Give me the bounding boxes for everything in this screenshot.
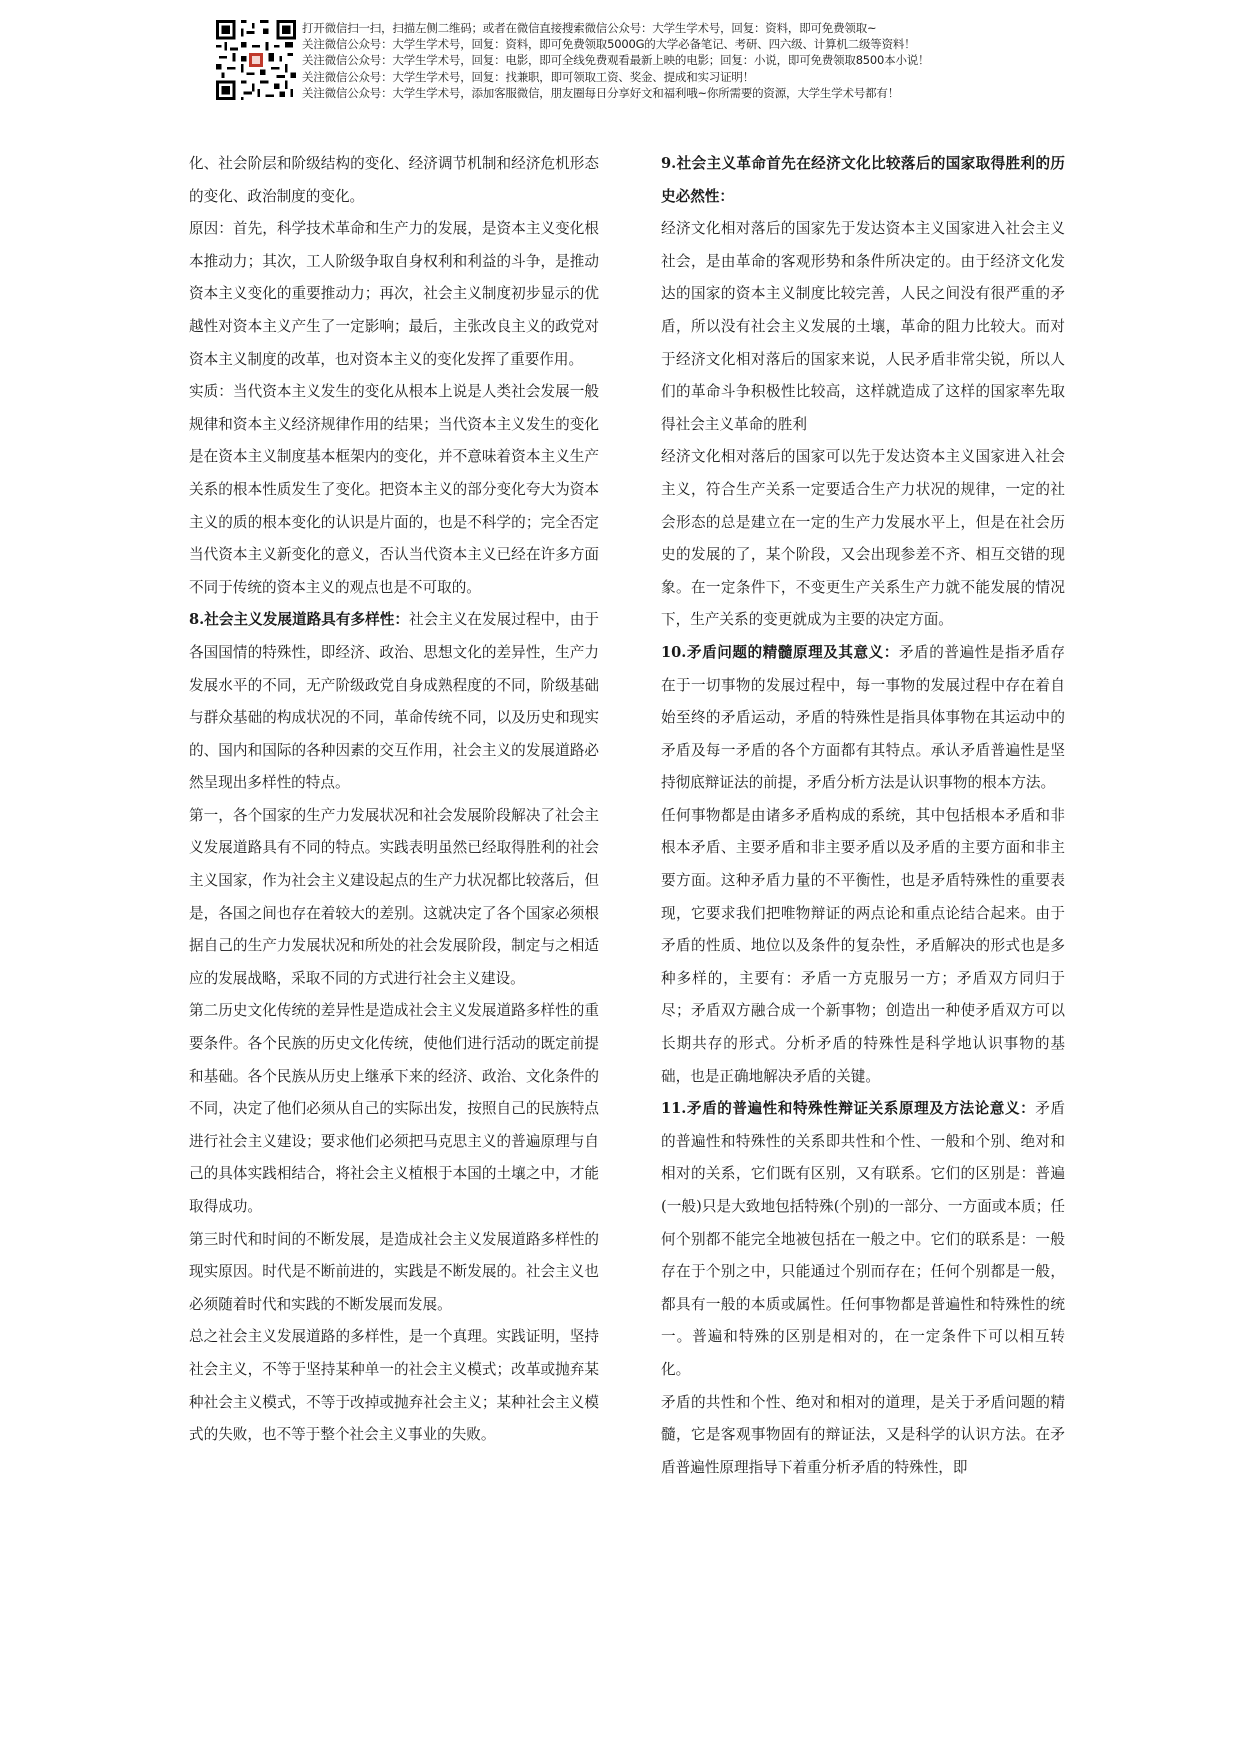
paragraph [661, 800, 1065, 1093]
promo-line: 打开微信扫一扫，扫描左侧二维码；或者在微信直接搜索微信公众号：大学生学术号，回复：资料，即可免费领取~ [302, 21, 877, 35]
paragraph-text: 经济文化相对落后的国家可以先于发达资本主义国家进入社会主义，符合生产关系一定要适合生产力状况的规律，一定的社会形态的总是建立在一定的生产力发展水平上，但是在社会历史的发展的了，某个阶段，又会出现参差不齐、相互交错的现象。在一定条件下，不变更生产关系生产力就不能发展的情况下，生产关系的变更就成为主要的决定方面。 [661, 448, 1065, 629]
paragraph-text: 矛盾的普遍性是指矛盾存在于一切事物的发展过程中，每一事物的发展过程中存在着自始至终的矛盾运动，矛盾的特殊性是指具体事物在其运动中的矛盾及每一矛盾的各个方面都有其特点。承认矛盾普遍性是坚持彻底辩证法的前提，矛盾分析方法是认识事物的根本方法。 [661, 643, 1065, 792]
paragraph [189, 800, 599, 996]
promo-header [216, 18, 1036, 104]
paragraph-text: 总之社会主义发展道路的多样性，是一个真理。实践证明，坚持社会主义，不等于坚持某种单一的社会主义模式；改革或抛弃某种社会主义模式，不等于改掉或抛弃社会主义；某种社会主义模式的失败，也不等于整个社会主义事业的失败。 [189, 1328, 599, 1444]
promo-line: 关注微信公众号：大学生学术号，回复：资料，即可免费领取5000G的大学必备笔记、考研、四六级、计算机二级等资料！ [302, 37, 916, 52]
promo-line: 关注微信公众号：大学生学术号，回复：找兼职，即可领取工资、奖金、提成和实习证明！ [302, 69, 754, 84]
paragraph [189, 1224, 599, 1322]
paragraph [189, 376, 599, 604]
paragraph-text: 原因：首先，科学技术革命和生产力的发展，是资本主义变化根本推动力；其次，工人阶级争取自身权利和利益的斗争，是推动资本主义变化的重要推动力；再次，社会主义制度初步显示的优越性对资本主义产生了一定影响；最后，主张改良主义的政党对资本主义制度的改革，也对资本主义的变化发挥了重要作用。 [189, 220, 599, 368]
section-heading: 11.矛盾的普遍性和特殊性辩证关系原理及方法论意义： [661, 1100, 1036, 1118]
paragraph [189, 995, 599, 1223]
section-8 [189, 604, 599, 800]
section-9 [661, 148, 1065, 213]
paragraph [661, 213, 1065, 441]
qr-code-icon[interactable] [216, 20, 296, 100]
paragraph-text: 第二历史文化传统的差异性是造成社会主义发展道路多样性的重要条件。各个民族的历史文化传统，使他们进行活动的既定前提和基础。各个民族从历史上继承下来的经济、政治、文化条件的不同，决定了他们必须从自己的实际出发，按照自己的民族特点进行社会主义建设；要求他们必须把马克思主义的普遍原理与自己的具体实践相结合，将社会主义植根于本国的土壤之中，才能取得成功。 [189, 1002, 599, 1215]
section-10 [661, 637, 1065, 800]
section-11 [661, 1093, 1065, 1386]
left-column [189, 148, 599, 1452]
section-heading: 8.社会主义发展道路具有多样性： [189, 611, 409, 629]
right-column [661, 148, 1065, 1484]
promo-line: 关注微信公众号：大学生学术号，回复：电影，即可全线免费观看最新上映的电影；回复：小说，即可免费领取8500本小说！ [302, 53, 930, 68]
paragraph-text: 经济文化相对落后的国家先于发达资本主义国家进入社会主义社会，是由革命的客观形势和条件所决定的。由于经济文化发达的国家的资本主义制度比较完善，人民之间没有很严重的矛盾，所以没有社会主义发展的土壤，革命的阻力比较大。而对于经济文化相对落后的国家来说，人民矛盾非常尖锐，所以人们的革命斗争积极性比较高，这样就造成了这样的国家率先取得社会主义革命的胜利 [661, 220, 1065, 433]
paragraph [661, 1387, 1065, 1485]
paragraph-text: 社会主义在发展过程中，由于各国国情的特殊性，即经济、政治、思想文化的差异性，生产力发展水平的不同，无产阶级政党自身成熟程度的不同，阶级基础与群众基础的构成状况的不同，革命传统不同，以及历史和现实的、国内和国际的各种因素的交互作用，社会主义的发展道路必然呈现出多样性的特点。 [189, 611, 599, 792]
promo-line: 关注微信公众号：大学生学术号，添加客服微信，朋友圈每日分享好文和福利哦~你所需要的资源，大学生学术号都有！ [302, 85, 900, 100]
paragraph-text: 第三时代和时间的不断发展，是造成社会主义发展道路多样性的现实原因。时代是不断前进的，实践是不断发展的。社会主义也必须随着时代和实践的不断发展而发展。 [189, 1230, 599, 1313]
paragraph [189, 148, 599, 213]
paragraph [189, 213, 599, 376]
section-heading: 10.矛盾问题的精髓原理及其意义： [661, 643, 899, 661]
paragraph-text: 第一，各个国家的生产力发展状况和社会发展阶段解决了社会主义发展道路具有不同的特点。实践表明虽然已经取得胜利的社会主义国家，作为社会主义建设起点的生产力状况都比较落后，但是，各国之间也存在着较大的差别。这就决定了各个国家必须根据自己的生产力发展状况和所处的社会发展阶段，制定与之相适应的发展战略，采取不同的方式进行社会主义建设。 [189, 806, 599, 987]
paragraph-text: 任何事物都是由诸多矛盾构成的系统，其中包括根本矛盾和非根本矛盾、主要矛盾和非主要矛盾以及矛盾的主要方面和非主要方面。这种矛盾力量的不平衡性，也是矛盾特殊性的重要表现，它要求我们把唯物辩证的两点论和重点论结合起来。由于矛盾的性质、地位以及条件的复杂性，矛盾解决的形式也是多种多样的，主要有：矛盾一方克服另一方；矛盾双方同归于尽；矛盾双方融合成一个新事物；创造出一种使矛盾双方可以长期共存的形式。分析矛盾的特殊性是科学地认识事物的基础，也是正确地解决矛盾的关键。 [661, 806, 1065, 1085]
paragraph-text: 化、社会阶层和阶级结构的变化、经济调节机制和经济危机形态的变化、政治制度的变化。 [189, 155, 599, 205]
paragraph-text: 实质：当代资本主义发生的变化从根本上说是人类社会发展一般规律和资本主义经济规律作用的结果；当代资本主义发生的变化是在资本主义制度基本框架内的变化，并不意味着资本主义生产关系的根本性质发生了变化。把资本主义的部分变化夸大为资本主义的质的根本变化的认识是片面的，也是不科学的；完全否定当代资本主义新变化的意义，否认当代资本主义已经在许多方面不同于传统的资本主义的观点也是不可取的。 [189, 383, 599, 596]
promo-text [302, 20, 1042, 101]
paragraph [661, 441, 1065, 637]
paragraph-text: 矛盾的普遍性和特殊性的关系即共性和个性、一般和个别、绝对和相对的关系，它们既有区别，又有联系。它们的区别是：普遍(一般)只是大致地包括特殊(个别)的一部分、一方面或本质；任何个别都不能完全地被包括在一般之中。它们的联系是：一般存在于个别之中，只能通过个别而存在；任何个别都是一般，都具有一般的本质或属性。任何事物都是普遍性和特殊性的统一。普遍和特殊的区别是相对的，在一定条件下可以相互转化。 [661, 1100, 1065, 1378]
paragraph [189, 1321, 599, 1451]
paragraph-text: 矛盾的共性和个性、绝对和相对的道理，是关于矛盾问题的精髓，它是客观事物固有的辩证法，又是科学的认识方法。在矛盾普遍性原理指导下着重分析矛盾的特殊性，即 [661, 1393, 1065, 1476]
section-heading: 9.社会主义革命首先在经济文化比较落后的国家取得胜利的历史必然性： [661, 155, 1065, 205]
